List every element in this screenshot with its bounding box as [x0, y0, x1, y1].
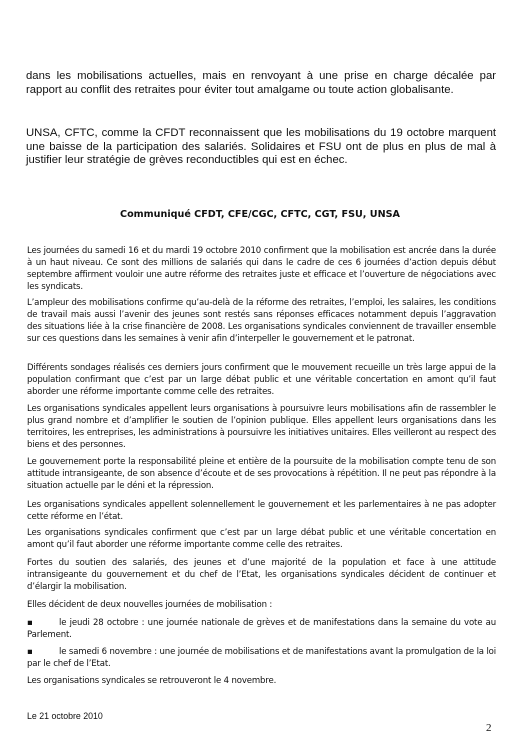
bullet-square-icon: ▪ [27, 618, 33, 628]
communique-paragraph: Les organisations syndicales appellent solennellement le gouvernement et les parlementaires à ne pas adopter cette réforme en l’état. [27, 500, 496, 522]
bullet-item [27, 646, 496, 670]
communique-paragraph: Les journées du samedi 16 et du mardi 19 octobre 2010 confirment que la mobilisation est ancrée dans la durée à un haut niveau. Ce sont des millions de salariés qui dans le cadre de ces 6 journées d’action depuis début septembre affirment vouloir une autre réforme des retraites juste et efficace et l’ouverture de négociations avec les syndicats. [27, 246, 496, 292]
communique-paragraph: Le gouvernement porte la responsabilité pleine et entière de la poursuite de la mobilisation compte tenu de son attitude intransigeante, de son absence d’écoute et de ses provocations à répétition. Il ne peut pas répondre à la situation actuelle par le déni et la répression. [27, 457, 496, 491]
bullet-square-icon: ▪ [27, 647, 33, 657]
communique-paragraph: Les organisations syndicales confirment que c’est par un large débat public et une véritable concertation en amont qu’il faut aborder une réforme importante comme celle des retraites. [27, 528, 496, 550]
communique-title: Communiqué CFDT, CFE/CGC, CFTC, CGT, FSU, UNSA [120, 209, 400, 220]
communique-paragraph: Les organisations syndicales appellent leurs organisations à poursuivre leurs mobilisations afin de rassembler le plus grand nombre et d’amplifier le soutien de l’opinion publique. Elles appellent leurs organisations dans les territoires, les entreprises, les administrations à poursuivre les initiatives unitaires. Elles veilleront au respect des biens et des personnes. [27, 404, 496, 450]
communique-paragraph: Elles décident de deux nouvelles journées de mobilisation : [27, 600, 273, 610]
bullet-item [27, 617, 496, 641]
bullet-text: le samedi 6 novembre : une journée de mobilisations et de manifestations avant la promulgation de la loi par le chef de l’Etat. [27, 647, 496, 669]
intro-paragraph: UNSA, CFTC, comme la CFDT reconnaissent que les mobilisations du 19 octobre marquent une baisse de la participation des salariés. Solidaires et FSU ont de plus en plus de mal à justifier leur stratégie de grèves reconductibles qui est en échec. [26, 127, 496, 167]
closing-paragraph: Les organisations syndicales se retrouveront le 4 novembre. [27, 676, 277, 686]
communique-paragraph: L’ampleur des mobilisations confirme qu’au-delà de la réforme des retraites, l’emploi, les salaires, les conditions de travail mais aussi l’avenir des jeunes sont restés sans réponses efficaces notamment depuis l’aggravation des situations liée à la crise financière de 2008. Les organisations syndicales conviennent de travailler ensemble sur ces questions dans les semaines à venir afin d’interpeller le gouvernement et le patronat. [27, 298, 496, 344]
document-date: Le 21 octobre 2010 [27, 711, 103, 721]
communique-paragraph: Différents sondages réalisés ces derniers jours confirment que le mouvement recueille un très large appui de la population confirmant que c’est par un large débat public et une véritable concertation en amont qu’il faut aborder une réforme importante comme celle des retraites. [27, 363, 496, 397]
intro-paragraph: dans les mobilisations actuelles, mais en renvoyant à une prise en charge décalée par rapport au conflit des retraites pour éviter tout amalgame ou toute action globalisante. [26, 70, 496, 96]
bullet-text: le jeudi 28 octobre : une journée nationale de grèves et de manifestations dans la semaine du vote au Parlement. [27, 618, 496, 640]
page-number: 2 [486, 722, 492, 734]
communique-paragraph: Fortes du soutien des salariés, des jeunes et d’une majorité de la population et face à une attitude intransigeante du gouvernement et du chef de l’Etat, les organisations syndicales décident de continuer et d’élargir la mobilisation. [27, 558, 496, 592]
